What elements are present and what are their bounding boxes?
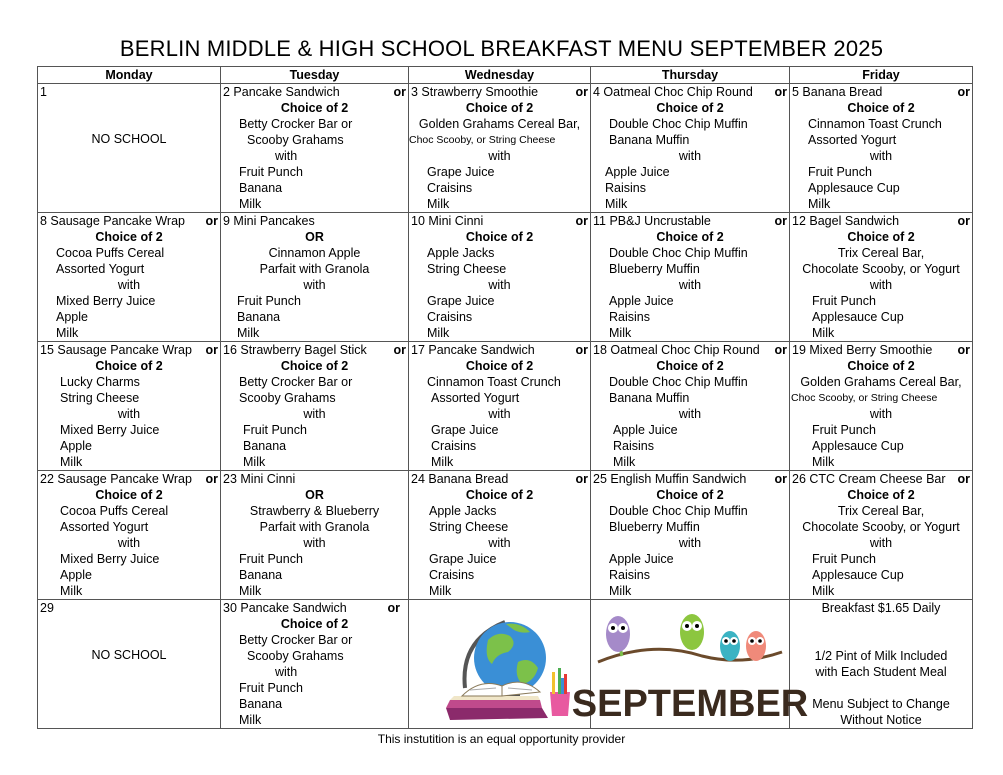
- option: String Cheese: [60, 391, 140, 405]
- option: Cocoa Puffs Cereal: [56, 246, 165, 260]
- day-cell-30: [221, 600, 409, 729]
- side: Milk: [239, 197, 262, 211]
- option: Trix Cereal Bar,: [837, 504, 925, 518]
- option: Strawberry & Blueberry: [249, 504, 380, 518]
- or-label: or: [774, 472, 787, 486]
- side: Milk: [429, 584, 452, 598]
- or-label: or: [205, 472, 218, 486]
- side: Milk: [812, 584, 835, 598]
- side: Grape Juice: [427, 165, 495, 179]
- entree: 11 PB&J Uncrustable: [593, 214, 711, 228]
- entree: 2 Pancake Sandwich: [223, 85, 340, 99]
- day-cell-17: [409, 342, 591, 471]
- entree: 23 Mini Cinni: [223, 472, 296, 486]
- header-thursday: Thursday: [591, 67, 790, 84]
- choice-label: Choice of 2: [847, 101, 915, 115]
- or-choice-label: OR: [305, 488, 324, 502]
- option: Golden Grahams Cereal Bar,: [418, 117, 581, 131]
- option: Choc Scooby, or String Cheese: [791, 392, 938, 404]
- option: Assorted Yogurt: [431, 391, 520, 405]
- side: Milk: [237, 326, 260, 340]
- option: Assorted Yogurt: [60, 520, 149, 534]
- side: Milk: [60, 455, 83, 469]
- day-cell-4: [591, 84, 790, 213]
- side: Milk: [239, 713, 262, 727]
- with-label: with: [117, 536, 141, 550]
- side: Mixed Berry Juice: [60, 423, 160, 437]
- day-number: 29: [40, 601, 54, 615]
- side: Raisins: [613, 439, 654, 453]
- day-cell-3: [409, 84, 591, 213]
- choice-label: Choice of 2: [847, 359, 915, 373]
- side: Apple Juice: [609, 552, 674, 566]
- side: Craisins: [431, 439, 477, 453]
- option: Cinnamon Apple: [268, 246, 361, 260]
- day-cell-2: [221, 84, 409, 213]
- globe-books-illustration: [410, 600, 590, 728]
- choice-label: Choice of 2: [465, 488, 534, 502]
- option: Chocolate Scooby, or Yogurt: [802, 262, 960, 276]
- header-tuesday: Tuesday: [221, 67, 409, 84]
- side: Milk: [808, 197, 831, 211]
- milk-info: with Each Student Meal: [815, 665, 947, 679]
- or-label: or: [774, 214, 787, 228]
- with-label: with: [678, 407, 702, 421]
- entree: 24 Banana Bread: [411, 472, 509, 486]
- side: Fruit Punch: [239, 552, 303, 566]
- option: Double Choc Chip Muffin: [609, 375, 748, 389]
- with-label: with: [678, 536, 702, 550]
- entree: 25 English Muffin Sandwich: [593, 472, 747, 486]
- side: Banana: [237, 310, 281, 324]
- side: Fruit Punch: [243, 423, 307, 437]
- option: Parfait with Granola: [259, 520, 370, 534]
- choice-label: Choice of 2: [656, 488, 724, 502]
- side: Banana: [239, 697, 283, 711]
- side: Fruit Punch: [812, 552, 876, 566]
- side: Apple Juice: [613, 423, 678, 437]
- or-label: or: [575, 214, 588, 228]
- with-label: with: [303, 278, 326, 292]
- choice-label: Choice of 2: [465, 359, 534, 373]
- day-cell-22: [38, 471, 221, 600]
- menu-note: Without Notice: [840, 713, 922, 727]
- side: Milk: [613, 455, 636, 469]
- week-row-1: [38, 84, 973, 213]
- no-school-label: NO SCHOOL: [91, 648, 167, 662]
- day-cell-18: [591, 342, 790, 471]
- side: Milk: [427, 326, 450, 340]
- side: Craisins: [429, 568, 475, 582]
- entree: 17 Pancake Sandwich: [411, 343, 535, 357]
- entree: 26 CTC Cream Cheese Bar: [792, 472, 946, 486]
- week-row-3: [38, 342, 973, 471]
- option: Lucky Charms: [60, 375, 140, 389]
- choice-label: Choice of 2: [847, 230, 915, 244]
- side: Apple: [60, 568, 92, 582]
- day-cell-25: [591, 471, 790, 600]
- or-label: or: [957, 472, 970, 486]
- choice-label: Choice of 2: [656, 101, 724, 115]
- or-label: or: [393, 85, 406, 99]
- or-label: or: [957, 85, 970, 99]
- side: Milk: [812, 455, 835, 469]
- side: Milk: [431, 455, 454, 469]
- september-owls-clipart: [571, 600, 809, 729]
- side: Fruit Punch: [808, 165, 872, 179]
- side: Milk: [605, 197, 628, 211]
- with-label: with: [275, 149, 298, 163]
- day-cell-15: [38, 342, 221, 471]
- choice-label: Choice of 2: [465, 101, 534, 115]
- side: Fruit Punch: [237, 294, 301, 308]
- with-label: with: [678, 278, 702, 292]
- side: Banana: [243, 439, 287, 453]
- side: Apple: [60, 439, 92, 453]
- entree: 18 Oatmeal Choc Chip Round: [593, 343, 760, 357]
- side: Mixed Berry Juice: [56, 294, 156, 308]
- option: Double Choc Chip Muffin: [609, 504, 748, 518]
- choice-label: Choice of 2: [95, 230, 163, 244]
- or-label: or: [205, 214, 218, 228]
- with-label: with: [488, 536, 511, 550]
- info-cell: [790, 600, 973, 729]
- day-cell-11: [591, 213, 790, 342]
- option: Banana Muffin: [609, 391, 690, 405]
- side: Milk: [609, 584, 632, 598]
- with-label: with: [869, 407, 893, 421]
- or-label: or: [774, 343, 787, 357]
- entree: 12 Bagel Sandwich: [792, 214, 900, 228]
- side: Banana: [239, 181, 283, 195]
- entree: 4 Oatmeal Choc Chip Round: [593, 85, 753, 99]
- or-choice-label: OR: [305, 230, 324, 244]
- day-cell-1: [38, 84, 221, 213]
- day-cell-5: [790, 84, 973, 213]
- choice-label: Choice of 2: [95, 488, 163, 502]
- entree: 22 Sausage Pancake Wrap: [40, 472, 192, 486]
- side: Milk: [812, 326, 835, 340]
- option: Double Choc Chip Muffin: [609, 246, 748, 260]
- option: Assorted Yogurt: [56, 262, 145, 276]
- side: Applesauce Cup: [812, 439, 904, 453]
- option: Apple Jacks: [429, 504, 497, 518]
- choice-label: Choice of 2: [95, 359, 163, 373]
- september-word: SEPTEMBER: [571, 683, 809, 725]
- day-cell-10: [409, 213, 591, 342]
- entree: 10 Mini Cinni: [411, 214, 484, 228]
- option: Betty Crocker Bar or: [239, 117, 353, 131]
- with-label: with: [488, 278, 511, 292]
- header-friday: Friday: [790, 67, 973, 84]
- side: Milk: [60, 584, 83, 598]
- entree: 9 Mini Pancakes: [223, 214, 315, 228]
- entree: 16 Strawberry Bagel Stick: [223, 343, 367, 357]
- option: Cocoa Puffs Cereal: [60, 504, 169, 518]
- with-label: with: [869, 536, 893, 550]
- option: Choc Scooby, or String Cheese: [409, 134, 556, 146]
- option: Scooby Grahams: [247, 649, 344, 663]
- price-info: Breakfast $1.65 Daily: [821, 601, 941, 615]
- choice-label: Choice of 2: [847, 488, 915, 502]
- option: Parfait with Granola: [259, 262, 370, 276]
- or-label: or: [957, 214, 970, 228]
- or-label: or: [393, 343, 406, 357]
- menu-title: BERLIN MIDDLE & HIGH SCHOOL BREAKFAST MENU SEPTEMBER 2025: [119, 36, 884, 61]
- option: Trix Cereal Bar,: [837, 246, 925, 260]
- equal-opportunity-footer: This instutition is an equal opportunity provider: [377, 732, 626, 746]
- milk-info: 1/2 Pint of Milk Included: [814, 649, 948, 663]
- entree: 15 Sausage Pancake Wrap: [40, 343, 192, 357]
- side: Grape Juice: [429, 552, 497, 566]
- side: Applesauce Cup: [808, 181, 900, 195]
- side: Applesauce Cup: [812, 310, 904, 324]
- side: Fruit Punch: [812, 294, 876, 308]
- option: Double Choc Chip Muffin: [609, 117, 748, 131]
- side: Apple Juice: [605, 165, 670, 179]
- side: Milk: [427, 197, 450, 211]
- day-cell-8: [38, 213, 221, 342]
- or-label: or: [575, 343, 588, 357]
- option: Chocolate Scooby, or Yogurt: [802, 520, 960, 534]
- header-wednesday: Wednesday: [409, 67, 591, 84]
- side: Milk: [56, 326, 79, 340]
- option: Scooby Grahams: [247, 133, 344, 147]
- choice-label: Choice of 2: [280, 101, 349, 115]
- or-label: or: [957, 343, 970, 357]
- with-label: with: [488, 149, 511, 163]
- weekday-header-row: [38, 67, 973, 84]
- option: Blueberry Muffin: [609, 520, 700, 534]
- or-label: or: [774, 85, 787, 99]
- no-school-label: NO SCHOOL: [91, 132, 167, 146]
- globe-books-clipart: [409, 600, 591, 729]
- option: String Cheese: [427, 262, 507, 276]
- day-cell-12: [790, 213, 973, 342]
- side: Fruit Punch: [812, 423, 876, 437]
- option: Betty Crocker Bar or: [239, 633, 353, 647]
- with-label: with: [275, 665, 298, 679]
- side: Fruit Punch: [239, 681, 303, 695]
- entree: 19 Mixed Berry Smoothie: [792, 343, 933, 357]
- option: Golden Grahams Cereal Bar,: [800, 375, 962, 389]
- menu-calendar: [37, 66, 973, 729]
- option: Banana Muffin: [609, 133, 690, 147]
- day-cell-29: [38, 600, 221, 729]
- side: Grape Juice: [427, 294, 495, 308]
- side: Raisins: [609, 310, 650, 324]
- side: Craisins: [427, 310, 473, 324]
- side: Apple Juice: [609, 294, 674, 308]
- side: Applesauce Cup: [812, 568, 904, 582]
- option: Scooby Grahams: [239, 391, 336, 405]
- or-label: or: [205, 343, 218, 357]
- header-monday: Monday: [38, 67, 221, 84]
- or-label: or: [575, 472, 588, 486]
- side: Grape Juice: [431, 423, 499, 437]
- option: String Cheese: [429, 520, 509, 534]
- with-label: with: [117, 407, 141, 421]
- with-label: with: [303, 536, 326, 550]
- option: Assorted Yogurt: [808, 133, 897, 147]
- side: Milk: [243, 455, 266, 469]
- week-row-5: [38, 600, 973, 729]
- option: Cinnamon Toast Crunch: [427, 375, 561, 389]
- side: Raisins: [605, 181, 646, 195]
- entree: 30 Pancake Sandwich: [223, 601, 347, 615]
- day-cell-23: [221, 471, 409, 600]
- side: Apple: [56, 310, 88, 324]
- with-label: with: [678, 149, 702, 163]
- option: Betty Crocker Bar or: [239, 375, 353, 389]
- day-number: 1: [40, 85, 47, 99]
- choice-label: Choice of 2: [465, 230, 534, 244]
- day-cell-9: [221, 213, 409, 342]
- side: Fruit Punch: [239, 165, 303, 179]
- side: Raisins: [609, 568, 650, 582]
- day-cell-16: [221, 342, 409, 471]
- choice-label: Choice of 2: [656, 230, 724, 244]
- entree: 8 Sausage Pancake Wrap: [40, 214, 186, 228]
- side: Craisins: [427, 181, 473, 195]
- entree: 5 Banana Bread: [792, 85, 883, 99]
- day-cell-19: [790, 342, 973, 471]
- owls-september-illustration: [571, 600, 809, 728]
- with-label: with: [869, 149, 893, 163]
- with-label: with: [488, 407, 511, 421]
- choice-label: Choice of 2: [280, 359, 349, 373]
- choice-label: Choice of 2: [280, 617, 349, 631]
- week-row-4: [38, 471, 973, 600]
- day-cell-24: [409, 471, 591, 600]
- or-label: or: [575, 85, 588, 99]
- choice-label: Choice of 2: [656, 359, 724, 373]
- or-label: or: [387, 601, 400, 615]
- side: Milk: [609, 326, 632, 340]
- side: Banana: [239, 568, 283, 582]
- with-label: with: [303, 407, 326, 421]
- with-label: with: [117, 278, 141, 292]
- with-label: with: [869, 278, 893, 292]
- menu-note: Menu Subject to Change: [812, 697, 950, 711]
- side: Mixed Berry Juice: [60, 552, 160, 566]
- option: Apple Jacks: [427, 246, 495, 260]
- side: Milk: [239, 584, 262, 598]
- week-row-2: [38, 213, 973, 342]
- day-cell-26: [790, 471, 973, 600]
- option: Cinnamon Toast Crunch: [808, 117, 942, 131]
- entree: 3 Strawberry Smoothie: [411, 85, 539, 99]
- option: Blueberry Muffin: [609, 262, 700, 276]
